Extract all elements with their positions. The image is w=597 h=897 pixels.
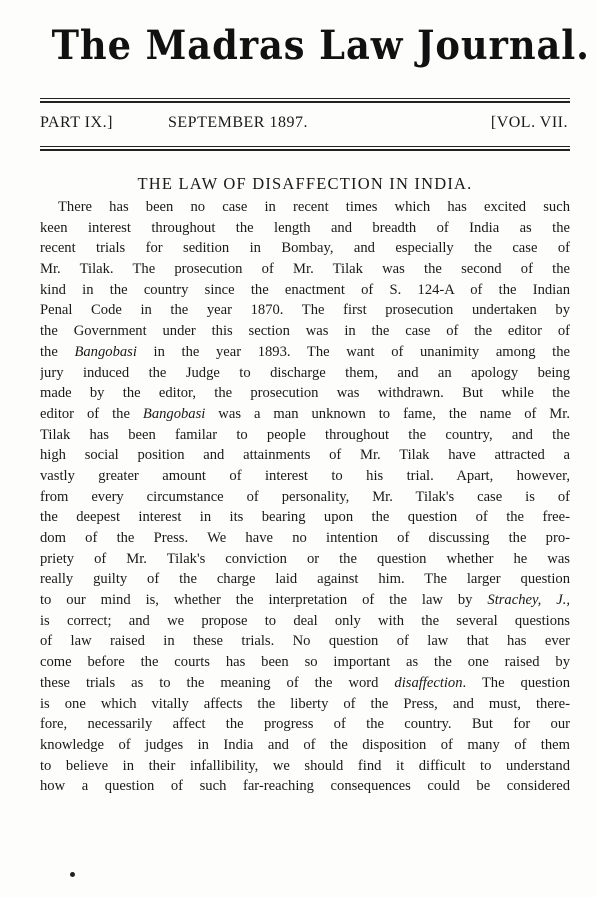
article-line: priety of Mr. Tilak's conviction or the question whether he was bbox=[40, 550, 570, 567]
issue-date: SEPTEMBER 1897. bbox=[168, 114, 308, 131]
article-line: to our mind is, whether the interpretation of the law by Strachey, J., bbox=[40, 592, 570, 609]
article-line: keen interest throughout the length and breadth of India as the bbox=[40, 219, 570, 236]
volume-number: [VOL. VII. bbox=[490, 114, 568, 131]
article-line: jury induced the Judge to discharge them, and an apology being bbox=[40, 364, 570, 381]
article-line: Mr. Tilak. The prosecution of Mr. Tilak was the second of the bbox=[40, 261, 570, 278]
article-line: the deepest interest in its bearing upon the question of the free- bbox=[40, 509, 570, 526]
masthead-rule-bottom bbox=[40, 101, 570, 103]
article-line: recent trials for sedition in Bombay, and especially the case of bbox=[40, 240, 570, 257]
page-dot-mark bbox=[70, 872, 75, 877]
article-body bbox=[40, 197, 570, 797]
header-rule-top bbox=[40, 146, 570, 147]
article-line: knowledge of judges in India and of the disposition of many of them bbox=[40, 736, 570, 753]
article-line: from every circumstance of personality, Mr. Tilak's case is of bbox=[40, 488, 570, 505]
article-line: of law raised in these trials. No question of law that has ever bbox=[40, 633, 570, 650]
part-number: PART IX.] bbox=[40, 114, 113, 131]
article-line: the Government under this section was in the case of the editor of bbox=[40, 323, 570, 340]
article-line: editor of the Bangobasi was a man unknown to fame, the name of Mr. bbox=[40, 405, 570, 422]
article-line: to believe in their infallibility, we should find it difficult to understand bbox=[40, 757, 570, 774]
article-line: come before the courts has been so important as the one raised by bbox=[40, 654, 570, 671]
article-line: fore, necessarily affect the progress of the country. But for our bbox=[40, 716, 570, 733]
article-line: how a question of such far-reaching consequences could be considered bbox=[40, 778, 570, 795]
article-line: is one which vitally affects the liberty of the Press, and must, there- bbox=[40, 695, 570, 712]
article-line: kind in the country since the enactment of S. 124-A of the Indian bbox=[40, 281, 570, 298]
article-line: the Bangobasi in the year 1893. The want of unanimity among the bbox=[40, 343, 570, 360]
header-rule-bottom bbox=[40, 149, 570, 151]
article-line: high social position and attainments of Mr. Tilak have attracted a bbox=[40, 447, 570, 464]
article-line: really guilty of the charge laid against him. The larger question bbox=[40, 571, 570, 588]
article-line: There has been no case in recent times which has excited such bbox=[58, 199, 570, 215]
article-line: dom of the Press. We have no intention of discussing the pro- bbox=[40, 530, 570, 546]
article-line: is correct; and we propose to deal only with the several questions bbox=[40, 612, 570, 629]
masthead-rule-top bbox=[40, 98, 570, 99]
article-line: Tilak has been familar to people throughout the country, and the bbox=[40, 426, 570, 443]
article-line: vastly greater amount of interest to his trial. Apart, however, bbox=[40, 467, 570, 484]
article-line: these trials as to the meaning of the word disaffection. The question bbox=[40, 674, 570, 691]
running-header bbox=[40, 114, 570, 134]
article-line: made by the editor, the prosecution was withdrawn. But while the bbox=[40, 385, 570, 402]
article-line: Penal Code in the year 1870. The first prosecution undertaken by bbox=[40, 302, 570, 319]
article-title: THE LAW OF DISAFFECTION IN INDIA. bbox=[137, 174, 473, 193]
journal-masthead: The Madras Law Journal. bbox=[51, 22, 590, 69]
